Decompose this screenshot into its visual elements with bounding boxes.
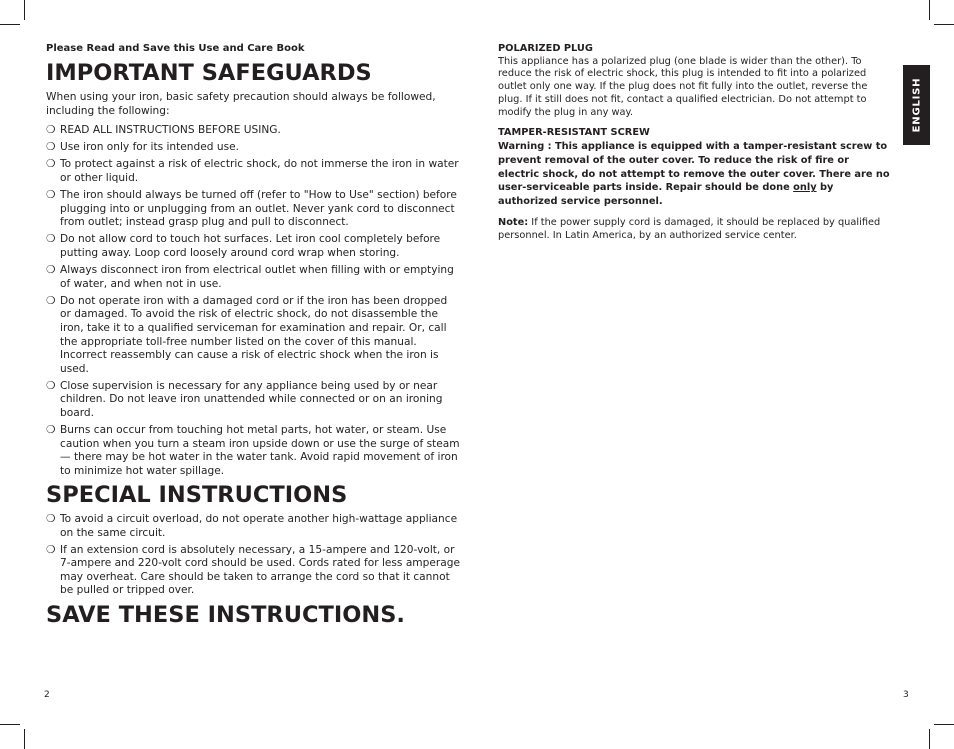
save-heading: SAVE THESE INSTRUCTIONS. (46, 601, 405, 628)
language-tab (903, 65, 930, 145)
crop-mark (24, 0, 25, 20)
circle-bullet-icon: ❍ (46, 424, 56, 437)
crop-mark (934, 24, 954, 25)
crop-mark (934, 724, 954, 725)
list-item-text: Do not operate iron with a damaged cord or if the iron has been dropped or damaged. To avoid the risk of electric shock, do not disassemble the iron, take it to a qualified serviceman for examination and repair. Or, call the appropriate toll-free number listed on the cover of this manual. Incorrect reassembly can cause a risk of electric shock when the iron is used. (60, 294, 448, 375)
circle-bullet-icon: ❍ (46, 379, 56, 392)
note-label: Note: (498, 216, 529, 228)
list-item-text: READ ALL INSTRUCTIONS BEFORE USING. (60, 124, 281, 137)
polarized-plug-heading: POLARIZED PLUG (498, 43, 593, 54)
circle-bullet-icon: ❍ (46, 233, 56, 246)
page-number-right: 3 (903, 690, 909, 700)
circle-bullet-icon: ❍ (46, 189, 56, 202)
list-item-text: Close supervision is necessary for any appliance being used by or near children. Do not leave iron unattended while connected or on an ironing board. (60, 379, 443, 419)
list-item-text: Do not allow cord to touch hot surfaces. Let iron cool completely before putting away. Loop cord loosely around cord wrap when storing. (60, 233, 441, 259)
warning-text: Warning : This appliance is equipped with a tamper-resistant screw to prevent removal of the outer cover. To reduce the risk of fire or electric shock, do not attempt to remove the outer cover. There are no user-serviceable parts inside. Repair should be done (498, 140, 890, 194)
special-list (46, 513, 460, 598)
special-heading: SPECIAL INSTRUCTIONS (46, 481, 348, 508)
list-item-text: Use iron only for its intended use. (60, 141, 239, 154)
list-item (46, 124, 460, 138)
safeguards-intro: When using your iron, basic safety precaution should always be followed, including the following: (46, 91, 436, 117)
list-item-text: The iron should always be turned off (refer to "How to Use" section) before plugging into or unplugging from an outlet. Never yank cord to disconnect from outlet; instead grasp plug and pull to disconnect. (60, 189, 457, 229)
circle-bullet-icon: ❍ (46, 264, 56, 277)
page-number-left: 2 (44, 690, 50, 700)
circle-bullet-icon: ❍ (46, 141, 56, 154)
language-tab-label: ENGLISH (911, 77, 922, 133)
list-item (46, 424, 460, 478)
list-item (46, 295, 460, 377)
list-item (46, 380, 460, 421)
circle-bullet-icon: ❍ (46, 543, 56, 556)
tamper-screw-warning (498, 140, 892, 209)
list-item (46, 141, 460, 155)
polarized-plug-text: This appliance has a polarized plug (one blade is wider than the other). To reduce the risk of electric shock, this plug is intended to fit into a polarized outlet only one way. If the plug does not fit fully into the outlet, reverse the plug. If it still does not fit, contact a qualified electrician. Do not attempt to modify the plug in any way. (498, 55, 868, 118)
circle-bullet-icon: ❍ (46, 158, 56, 171)
list-item (46, 233, 460, 260)
list-item-text: To protect against a risk of electric shock, do not immerse the iron in water or other liquid. (60, 158, 459, 184)
note-paragraph (498, 217, 892, 243)
crop-mark (24, 729, 25, 749)
warning-text-end: by authorized service personnel. (498, 182, 834, 208)
crop-mark (929, 729, 930, 749)
list-item-text: Always disconnect iron from electrical outlet when filling with or emptying of water, and when not in use. (60, 264, 454, 290)
list-item (46, 513, 460, 540)
circle-bullet-icon: ❍ (46, 124, 56, 137)
crop-mark (0, 24, 20, 25)
right-page (498, 43, 892, 251)
tamper-screw-heading: TAMPER-RESISTANT SCREW (498, 127, 650, 139)
safeguards-list (46, 124, 460, 478)
safeguards-heading: IMPORTANT SAFEGUARDS (46, 60, 372, 86)
list-item-text: If an extension cord is absolutely necessary, a 15-ampere and 120-volt, or 7-ampere and 220-volt cord should be used. Cords rated for less amperage may overheat. Care should be taken to arrange the cord so that it cannot be pulled or tripped over. (60, 543, 460, 597)
warning-underlined: only (793, 182, 817, 194)
list-item-text: To avoid a circuit overload, do not operate another high-wattage appliance on the same circuit. (60, 512, 458, 539)
crop-mark (929, 0, 930, 20)
circle-bullet-icon: ❍ (46, 512, 56, 525)
list-item (46, 544, 460, 598)
list-item (46, 158, 460, 185)
list-item (46, 264, 460, 291)
crop-mark (0, 724, 20, 725)
list-item (46, 189, 460, 230)
list-item-text: Burns can occur from touching hot metal parts, hot water, or steam. Use caution when you turn a steam iron upside down or use the surge of steam — there may be hot water in the water tank. Avoid rapid movement of iron to minimize hot water spillage. (60, 424, 460, 477)
note-text: If the power supply cord is damaged, it should be replaced by qualified personnel. In Latin America, by an authorized service center. (498, 216, 881, 241)
circle-bullet-icon: ❍ (46, 294, 56, 307)
kicker-text: Please Read and Save this Use and Care Book (46, 43, 305, 54)
left-page (46, 43, 460, 629)
